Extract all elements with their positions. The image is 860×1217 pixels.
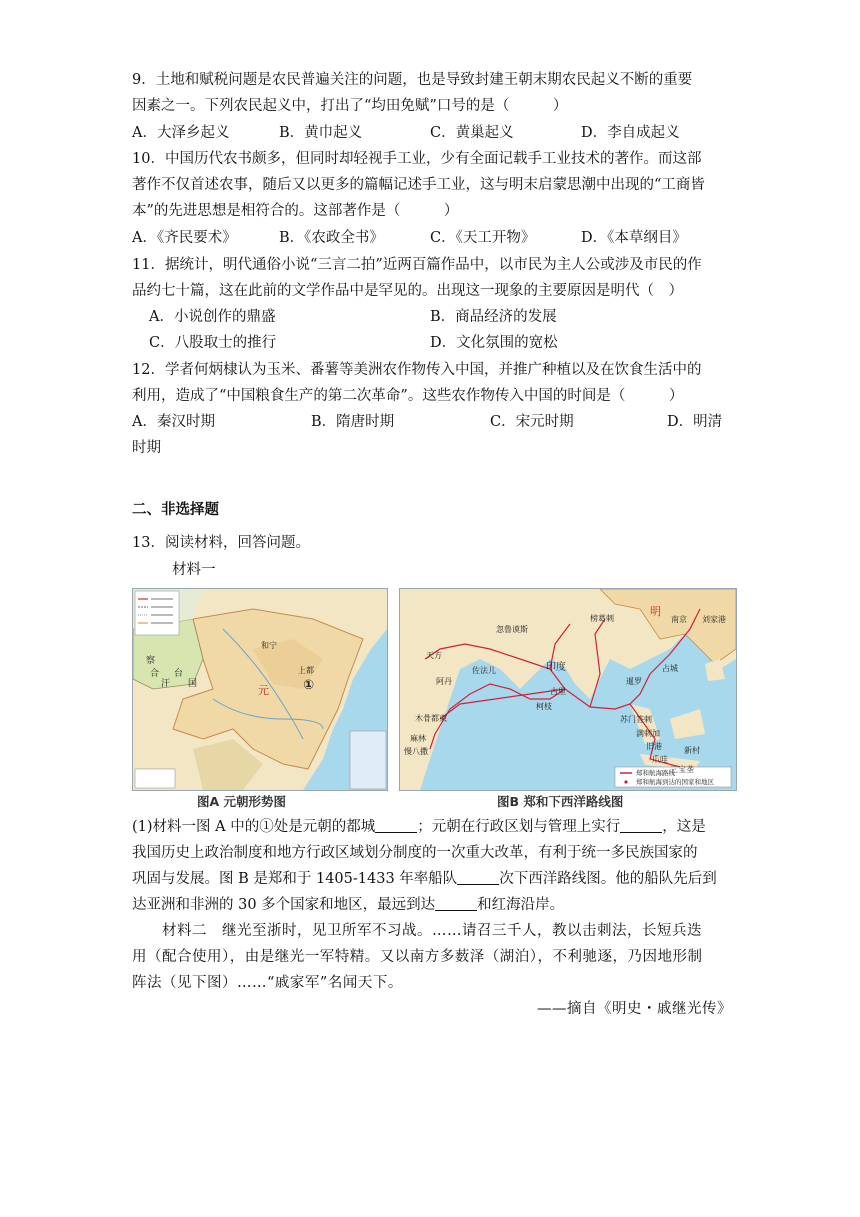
q13-sub1-text-f: 达亚洲和非洲的 30 多个国家和地区，最远到达 (132, 897, 436, 913)
map-b-label-mugudushu: 木骨都束 (415, 714, 447, 723)
map-b-legend-places: 郑和航海到达的国家和地区 (636, 778, 714, 786)
q10-stem-line1: 10．中国历代农书颇多，但同时却轻视手工业，少有全面记载手工业技术的著作。而这部 (132, 151, 702, 167)
map-a-label-4: 国 (188, 679, 198, 689)
q9-option-b[interactable]: B．黄巾起义 (279, 125, 363, 141)
q13-sub1-text-a: (1)材料一图 A 中的①处是元朝的都城 (132, 819, 376, 835)
map-a-caption: 图A 元朝形势图 (197, 794, 287, 809)
map-b-label-india: 印度 (546, 662, 566, 673)
map-b-label-jiugang: 旧港 (646, 742, 662, 751)
map-b-zhenghe (399, 588, 737, 791)
map-a-label-hening: 和宁 (261, 641, 277, 650)
map-b-label-sumendala: 苏门答剌 (620, 715, 652, 724)
section-heading: 二、非选择题 (132, 502, 219, 518)
q12-stem-line1: 12．学者何炳棣认为玉米、番薯等美洲农作物传入中国，并推广种植以及在饮食生活中的 (132, 362, 702, 378)
q10-option-b[interactable]: B．《农政全书》 (279, 230, 384, 246)
q11-stem-line2: 品约七十篇，这在此前的文学作品中是罕见的。出现这一现象的主要原因是明代（ ） (132, 283, 683, 299)
q11-option-d[interactable]: D．文化氛围的宽松 (430, 335, 558, 351)
map-b-legend-route: 郑和航海路线 (636, 769, 675, 777)
q9-option-a[interactable]: A．大泽乡起义 (132, 125, 230, 141)
q13-sub1-text-b: ；元朝在行政区划与管理上实行 (417, 819, 621, 835)
material2-line1: 材料二 继光至浙时，见卫所军不习战。……请召三千人，教以击刺法，长短兵迭 (162, 923, 702, 939)
q12-option-d-wrap: 时期 (132, 440, 161, 456)
map-b-label-guli: 古里 (550, 687, 566, 696)
map-b-label-tianfang: 天方 (426, 651, 442, 660)
map-b-caption: 图B 郑和下西洋路线图 (497, 794, 624, 809)
q10-option-c[interactable]: C．《天工开物》 (430, 230, 536, 246)
material2-line2: 用（配合使用），由是继光一军特精。又以南方多薮泽（湖泊），不利驰逐，乃因地形制 (132, 949, 703, 965)
map-b-label-sanbaolong: 三宝垄 (670, 765, 694, 774)
q10-option-a[interactable]: A．《齐民要术》 (132, 230, 237, 246)
q13-sub1-text-e: 次下西洋路线图。他的船队先后到 (499, 871, 717, 887)
q12-option-b[interactable]: B．隋唐时期 (311, 414, 395, 430)
map-b-label-xincun: 新村 (684, 746, 700, 755)
map-a-yuan (132, 588, 388, 791)
answer-blank-capital[interactable] (375, 818, 417, 833)
map-b-label-zhancheng: 占城 (662, 664, 678, 673)
material2-line3: 阵法（见下图）……“戚家军”名闻天下。 (132, 975, 403, 991)
q9-option-d[interactable]: D．李自成起义 (581, 125, 680, 141)
map-b-label-zhaowa: 爪哇 (652, 755, 668, 764)
map-a-label-3: 汗 (161, 679, 171, 689)
q12-option-c[interactable]: C．宋元时期 (490, 414, 574, 430)
q13-sub1-line4 (132, 895, 564, 915)
q11-option-a[interactable]: A．小说创作的鼎盛 (149, 309, 276, 325)
q10-option-d[interactable]: D．《本草纲目》 (581, 230, 687, 246)
q9-stem-line2: 因素之一。下列农民起义中，打出了“均田免赋”口号的是（ ） (132, 98, 568, 114)
map-b-label-kezhi: 柯枝 (536, 702, 552, 711)
q12-stem-line2: 利用，造成了“中国粮食生产的第二次革命”。这些农作物传入中国的时间是（ ） (132, 388, 684, 404)
q13-sub1-text-d: 巩固与发展。图 B 是郑和于 1405-1433 年率船队 (132, 871, 458, 887)
q11-option-b[interactable]: B．商品经济的发展 (430, 309, 557, 325)
map-a-label-2: 台 (174, 669, 184, 679)
q13-stem: 13．阅读材料，回答问题。 (132, 535, 310, 551)
material1-label: 材料一 (172, 562, 216, 578)
map-a-label-shangdu: 上都 (298, 666, 314, 675)
map-b-label-manlajia: 满剌加 (636, 729, 660, 738)
map-a-label-1: 合 (150, 669, 160, 679)
q11-option-c[interactable]: C．八股取士的推行 (149, 335, 277, 351)
answer-blank-farthest[interactable] (435, 896, 477, 911)
q13-sub1-text-c: ，这是 (662, 819, 706, 835)
material2-source: ——摘自《明史・戚继光传》 (537, 1001, 732, 1017)
map-b-label-malin: 麻林 (410, 734, 426, 743)
q12-option-a[interactable]: A．秦汉时期 (132, 414, 215, 430)
map-a-marker-1: ① (303, 678, 315, 693)
map-b-label-zuofaer: 佐法儿 (472, 666, 496, 675)
map-b-label-hormuz: 忽鲁谟斯 (496, 625, 528, 634)
q11-stem-line1: 11．据统计，明代通俗小说“三言二拍”近两百篇作品中，以市民为主人公或涉及市民的作 (132, 257, 702, 273)
q13-sub1-line2: 我国历史上政治制度和地方行政区域划分制度的一次重大改革，有利于统一多民族国家的 (132, 845, 698, 861)
answer-blank-voyages[interactable] (457, 870, 499, 885)
map-b-label-manbasa: 慢八撒 (404, 747, 428, 756)
q10-stem-line2: 著作不仅首述农事，随后又以更多的篇幅记述手工业，这与明末启蒙思潮中出现的“工商皆 (132, 177, 705, 193)
q10-stem-line3: 本”的先进思想是相符合的。这部著作是（ ） (132, 203, 459, 219)
q12-option-d[interactable]: D．明清 (667, 414, 723, 430)
map-a-label-0: 察 (146, 656, 156, 666)
map-b-label-adan: 阿丹 (436, 677, 452, 686)
map-b-label-banggela: 榜葛剌 (590, 614, 614, 623)
q9-option-c[interactable]: C．黄巢起义 (430, 125, 514, 141)
map-a-label-yuan: 元 (258, 684, 269, 697)
map-b-label-nanjing: 南京 (671, 615, 687, 624)
answer-blank-system[interactable] (620, 818, 662, 833)
map-b-label-ming: 明 (650, 605, 661, 618)
q13-sub1-text-g: 和红海沿岸。 (477, 897, 565, 913)
q13-sub1-line1 (132, 817, 706, 837)
q9-stem-line1: 9．土地和赋税问题是农民普遍关注的问题，也是导致封建王朝末期农民起义不断的重要 (132, 72, 693, 88)
map-b-label-liujiagang: 刘家港 (702, 615, 726, 624)
q13-sub1-line3 (132, 869, 717, 889)
map-b-label-xianluo: 暹罗 (626, 677, 642, 686)
